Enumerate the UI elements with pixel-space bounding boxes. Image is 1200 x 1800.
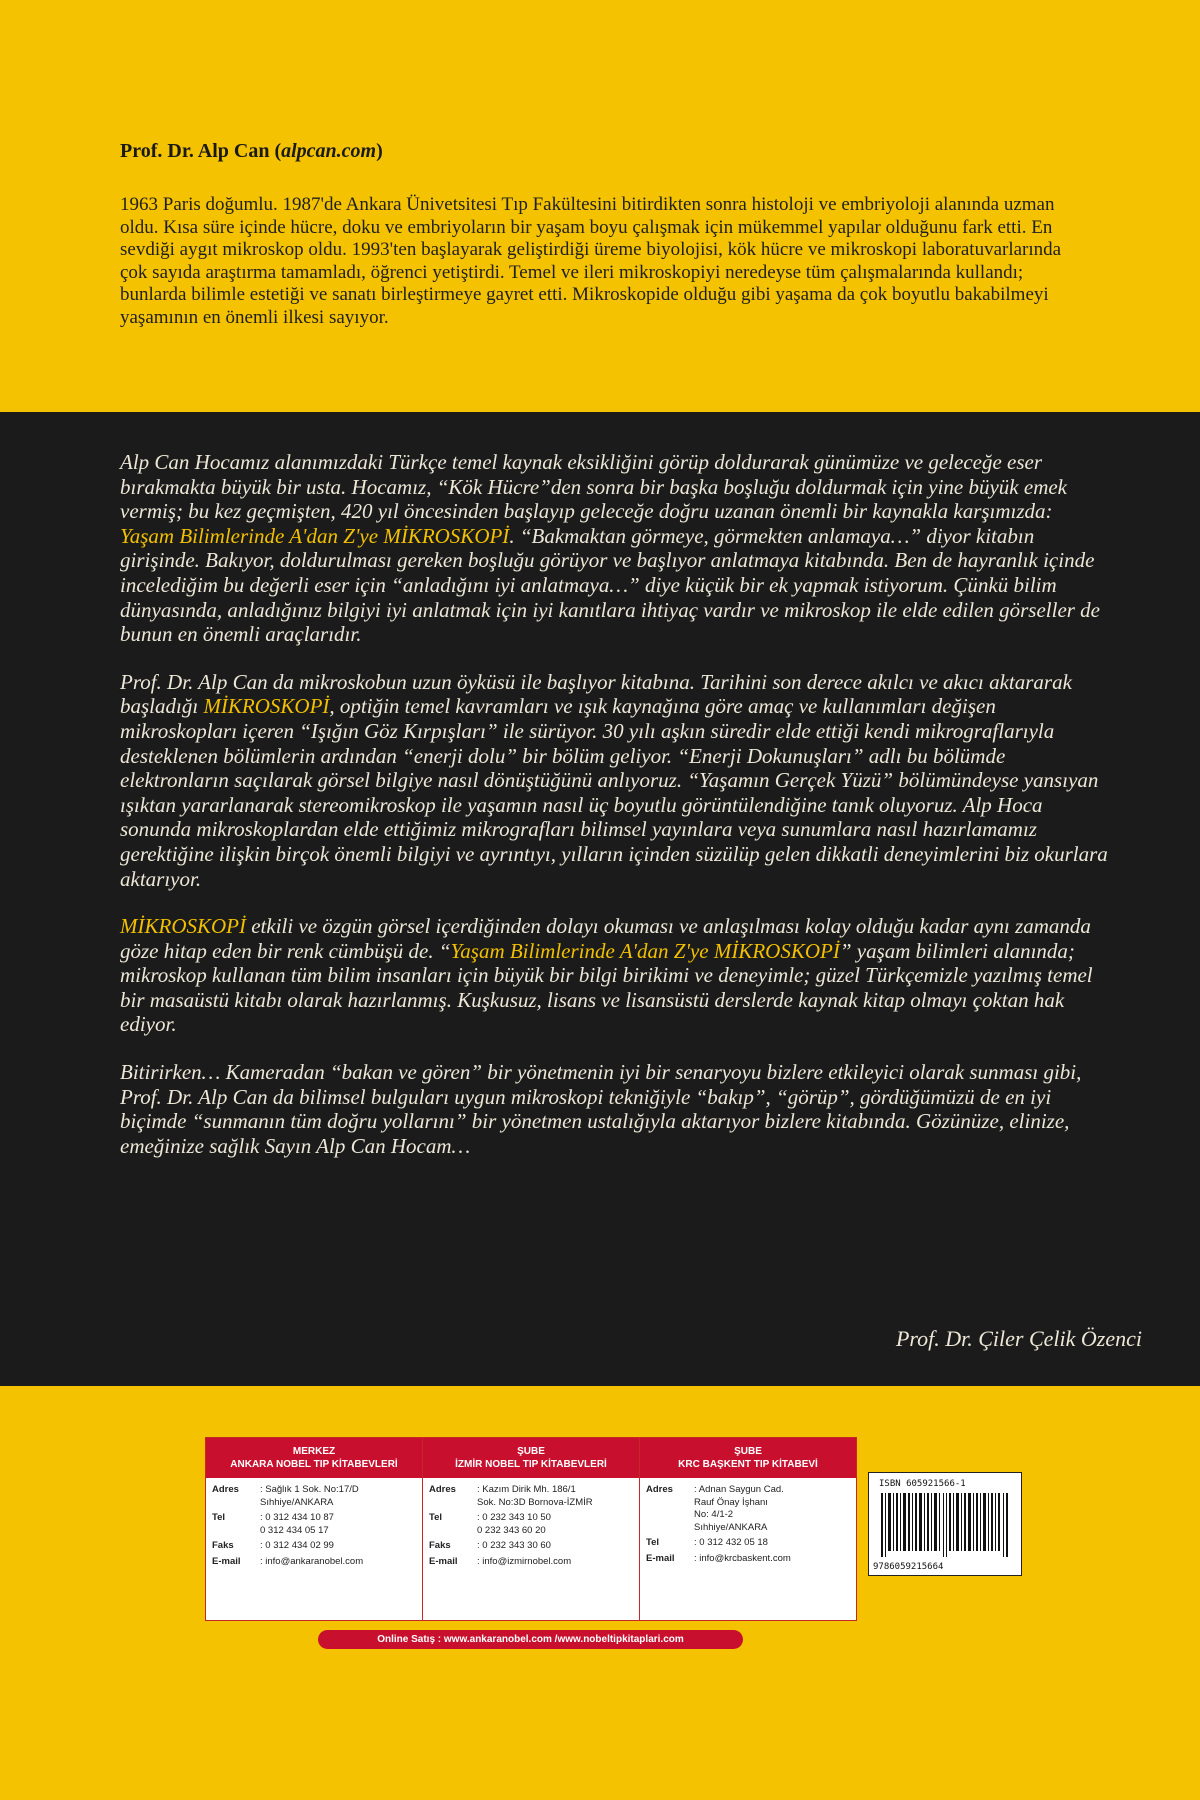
review-text-span: ” yaşam bilimleri alanında; mikroskop kullanan tüm bilim insanları için büyük bir bilgi birikimi ve deneyimle; güzel Türkçemizle yazılmış temel bir masaüstü kitabı olarak hazırlanmış. Kuşkusuz, lisans ve lisansüstü derslerde kaynak kitap olmayı çoktan hak ediyor. [120, 938, 1093, 1037]
store-type: ŞUBE [517, 1446, 545, 1457]
review-text-span: . “Bakmaktan görmeye, görmekten anlamaya…” diyor kitabın girişinde. Bakıyor, doldurulması gereken boşluğu görüyor ve başlıyor anlatmaya kitabında. Ben de hayranlık içinde incelediğim bu değerli eser için “anladığını iyi anlatmaya…” diye küçük bir ek yapmak istiyorum. Çünkü bilim dünyasında, anladığınız bilgiyi iyi anlatmak için iyi kanıtlara ihtiyaç vardır ve mikroskop ile elde edilen görseller de bunun en önemli araçlarıdır. [120, 523, 1101, 647]
isbn-digits: 9786059215664 [873, 1562, 944, 1572]
author-title-suffix: ) [376, 140, 383, 162]
store-row [646, 1537, 850, 1550]
store-header [640, 1438, 856, 1478]
store-row [212, 1556, 416, 1569]
store-row [429, 1512, 633, 1537]
email-link[interactable]: : info@krcbaskent.com [694, 1552, 791, 1564]
store-name: İZMİR NOBEL TIP KİTABEVLERİ [455, 1459, 607, 1470]
store-row [429, 1484, 633, 1509]
store-info-panel [205, 1437, 857, 1621]
store-row [429, 1540, 633, 1553]
review-text-span: etkili ve özgün görsel içerdiğinden dolayı okuması ve anlaşılması kolay olduğu kadar aynı zamanda göze hitap eden bir renk cümbüşü de. “ [120, 914, 1091, 963]
store-row [429, 1556, 633, 1569]
book-title-highlight: Yaşam Bilimlerinde A'dan Z'ye MİKROSKOPİ [120, 523, 510, 548]
row-label: Tel [212, 1512, 226, 1523]
row-label: Faks [212, 1540, 234, 1551]
store-row [646, 1553, 850, 1566]
row-label: E-mail [429, 1555, 458, 1567]
email-link[interactable]: : info@ankaranobel.com [260, 1555, 364, 1567]
review-paragraph-2 [120, 670, 1110, 891]
review-text-span: Prof. Dr. Alp Can da mikroskobun uzun öyküsü ile başlıyor kitabına. Tarihini son derece akılcı ve akıcı aktararak başladığı [120, 669, 1072, 719]
row-label: Adres [212, 1484, 239, 1495]
email-link[interactable]: : info@izmirnobel.com [477, 1555, 572, 1567]
author-bio: 1963 Paris doğumlu. 1987'de Ankara Ünivetsitesi Tıp Fakültesini bitirdikten sonra histoloji ve embriyoloji alanında uzman oldu. Kısa süre içinde hücre, doku ve embriyoların bir yaşam boyu çalışmak için mükemmel yapılar olduğunu fark etti. En sevdiği aygıt mikroskop oldu. 1993'ten başlayarak geliştirdiği üreme biyolojisi, kök hücre ve mikroskopi laboratuvarlarında çok sayıda araştırma tamamladı, öğrenci yetiştirdi. Temel ve ileri mikroskopiyi neredeyse tüm çalışmalarında kullandı; bunlarda bilimle estetiği ve sanatı birleştirmeye gayret etti. Mikroskopide olduğu gibi yaşama da çok boyutlu bakabilmeyi yaşamının en önemli ilkesi sayıyor. [120, 194, 1062, 328]
store-header [206, 1438, 422, 1478]
row-value: : Sağlık 1 Sok. No:17/D Sıhhiye/ANKARA [260, 1484, 359, 1508]
row-value: : Adnan Saygun Cad. Rauf Önay İşhanı No: 4/1-2 Sıhhiye/ANKARA [694, 1484, 784, 1533]
store-header [423, 1438, 639, 1478]
row-label: Adres [646, 1484, 673, 1495]
isbn-barcode [868, 1472, 1022, 1576]
isbn-label: ISBN 605921566-1 [879, 1479, 966, 1489]
review-paragraph-3 [120, 914, 1110, 1037]
store-row [212, 1512, 416, 1537]
row-label: Adres [429, 1484, 456, 1495]
row-value: : 0 232 343 10 50 0 232 343 60 20 [477, 1512, 551, 1536]
store-name: KRC BAŞKENT TIP KİTABEVİ [678, 1459, 818, 1470]
row-value: : 0 232 343 30 60 [477, 1540, 551, 1551]
store-row [212, 1540, 416, 1553]
row-value: : 0 312 432 05 18 [694, 1537, 768, 1548]
store-type: ŞUBE [734, 1446, 762, 1457]
book-title-highlight: MİKROSKOPİ [203, 694, 330, 719]
store-izmir [423, 1438, 640, 1620]
row-label: Faks [429, 1540, 451, 1551]
store-ankara [206, 1438, 423, 1620]
store-row [646, 1484, 850, 1534]
store-krc [640, 1438, 856, 1620]
review-text-span: Alp Can Hocamız alanımızdaki Türkçe temel kaynak eksikliğini görüp doldurarak günümüze ve geleceğe eser bırakmakta büyük bir usta. Hocamız, “Kök Hücre”den sonra bir başka boşluğu doldurmak için yine büyük emek vermiş; bu kez geçmişten, 420 yıl öncesinden başlayıp geleceğe doğru uzanan önemli bir kaynakla karşımızda: [120, 450, 1067, 524]
book-title-highlight: Yaşam Bilimlerinde A'dan Z'ye MİKROSKOPİ [450, 938, 840, 963]
review-paragraph-4: Bitirirken… Kameradan “bakan ve gören” bir yönetmenin iyi bir senaryoyu bizlere etkileyici olarak sunması gibi, Prof. Dr. Alp Can da bilimsel bulguları uygun mikroskopi tekniğiyle “bakıp”, “görüp”, gördüğümüzü de en iyi biçimde “sunmanın tüm doğru yollarını” bir yönetmen ustalığıyla aktarıyor bizlere kitabında. Gözünüze, elinize, emeğinize sağlık Sayın Alp Can Hocam… [120, 1060, 1082, 1158]
author-title [120, 140, 383, 163]
row-label: Tel [429, 1512, 443, 1523]
row-label: Tel [646, 1537, 660, 1548]
store-name: ANKARA NOBEL TIP KİTABEVLERİ [230, 1459, 398, 1470]
review-text [120, 450, 1110, 1181]
review-paragraph-1 [120, 450, 1110, 647]
review-signature: Prof. Dr. Çiler Çelik Özenci [895, 1326, 1142, 1351]
row-label: E-mail [646, 1552, 675, 1564]
store-row [212, 1484, 416, 1509]
row-label: E-mail [212, 1555, 241, 1567]
store-type: MERKEZ [292, 1446, 336, 1457]
row-value: : 0 312 434 10 87 0 312 434 05 17 [260, 1512, 334, 1536]
row-value: : 0 312 434 02 99 [260, 1540, 334, 1551]
barcode-icon [881, 1493, 1009, 1557]
book-title-highlight: MİKROSKOPİ [120, 914, 246, 939]
online-sales-link[interactable]: Online Satış : www.ankaranobel.com /www.nobeltipkitaplari.com [318, 1630, 743, 1649]
author-section [0, 0, 1200, 412]
author-name: Prof. Dr. Alp Can ( [120, 140, 282, 162]
row-value: : Kazım Dirik Mh. 186/1 Sok. No:3D Bornova-İZMİR [477, 1484, 593, 1508]
author-site: alpcan.com [281, 140, 377, 162]
review-text-span: , optiğin temel kavramları ve ışık kaynağına göre amaç ve kullanımları değişen mikroskopları içeren “Işığın Göz Kırpışları” ile sürüyor. 30 yılı aşkın süredir elde ettiği kendi mikrograflarıyla desteklenen bölümlerin ardından “enerji dolu” bir bölüm geliyor. “Enerji Dokunuşları” adlı bu bölümde elektronların saçılarak görsel bilgiye nasıl dönüştüğünü anlıyoruz. “Yaşamın Gerçek Yüzü” bölümündeyse yansıyan ışıktan yararlanarak stereomikroskop ile yaşamın nasıl üç boyutlu görüntülendiğine tanık oluyoruz. Alp Hoca sonunda mikroskoplardan elde ettiğimiz mikrografları bilimsel yayınlara veya sunumlara nasıl hazırlamamız gerektiğine ilişkin birçok önemli bilgiyi ve ayrıntıyı, yılların içinden süzülüp gelen dikkatli deneyimlerini biz okurlara aktarıyor. [120, 694, 1108, 891]
